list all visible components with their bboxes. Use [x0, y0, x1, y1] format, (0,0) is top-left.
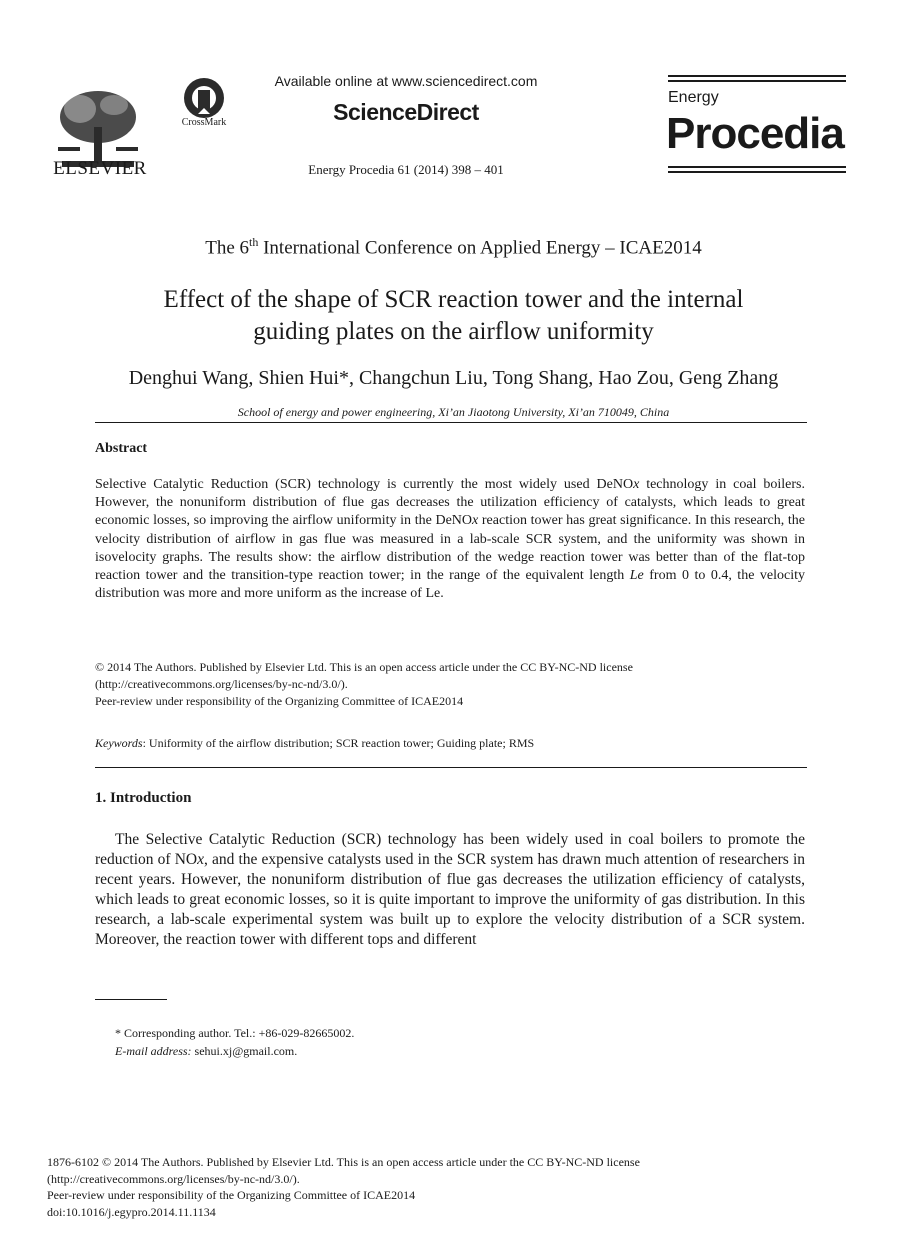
procedia-bottom-rule-2: [668, 171, 846, 173]
license-link[interactable]: (http://creativecommons.org/licenses/by-nc-nd/3.0/).: [95, 677, 348, 691]
journal-procedia-logo: Procedia: [666, 109, 844, 158]
abstract-body: Selective Catalytic Reduction (SCR) technology is currently the most widely used DeNOx technology in coal boilers. However, the nonuniform distribution of flue gas decreases the utilization efficiency of catalysts, which leads to great economic losses, so improving the airflow uniformity in the DeNOx reaction tower has great significance. In this research, the velocity distribution of airflow in gas flue was measured in a lab-scale SCR system, and the uniformity was shown in isovelocity graphs. The results show: the airflow distribution of the wedge reaction tower was better than of the flat-top reaction tower and the transition-type reaction tower; in the range of the equivalent length Le from 0 to 0.4, the velocity distribution was more and more uniform as the increase of Le.: [95, 477, 805, 602]
introduction-body: The Selective Catalytic Reduction (SCR) technology has been widely used in coal boilers to promote the reduction of NOx, and the expensive catalysts used in the SCR system has drawn much attention of researchers in recent years. However, the nonuniform distribution of flue gas decreases the utilization efficiency of catalysts, which leads to great economic losses, so it is quite important to improve the uniformity of gas distribution. In this research, a lab-scale experimental system was built up to explore the velocity distribution of a SCR system. Moreover, the reaction tower with different tops and different: [95, 831, 806, 949]
author-list: Denghui Wang, Shien Hui*, Changchun Liu, Tong Shang, Hao Zou, Geng Zhang: [128, 367, 779, 389]
keywords: Keywords: Uniformity of the airflow distribution; SCR reaction tower; Guiding plate; RMS: [95, 736, 535, 750]
page-footer: 1876-6102 © 2014 The Authors. Published by Elsevier Ltd. This is an open access article under the CC BY-NC-ND license (http://creativecommons.org/licenses/by-nc-nd/3.0/). Peer-review under responsibility of the Organizing Committee of ICAE2014 doi:10.1016/j.egypro.2014.11.1134: [47, 1154, 807, 1220]
abstract-heading: Abstract: [95, 441, 148, 456]
email-link[interactable]: sehui.xj@gmail.com.: [191, 1044, 298, 1058]
conference-name: The 6th International Conference on Applied Energy – ICAE2014: [205, 235, 702, 259]
sciencedirect-logo: ScienceDirect: [333, 99, 479, 125]
footnote: * Corresponding author. Tel.: +86-029-82665002. E-mail address: sehui.xj@gmail.com.: [115, 1026, 355, 1058]
section-heading: 1. Introduction: [95, 790, 192, 806]
procedia-bottom-rule: [668, 166, 846, 168]
available-online-text: Available online at www.sciencedirect.com: [274, 73, 538, 89]
doi: doi:10.1016/j.egypro.2014.11.1134: [47, 1204, 216, 1219]
divider: [95, 422, 807, 423]
crossmark-label: CrossMark: [181, 117, 227, 128]
divider: [95, 767, 807, 768]
paper-title: Effect of the shape of SCR reaction tower and the internal guiding plates on the airflow uniformity: [163, 286, 744, 345]
footer-license-link[interactable]: (http://creativecommons.org/licenses/by-nc-nd/3.0/).: [47, 1171, 300, 1186]
journal-reference: Energy Procedia 61 (2014) 398 – 401: [308, 162, 504, 177]
footnote-rule: [95, 999, 167, 1000]
elsevier-wordmark: ELSEVIER: [53, 158, 147, 179]
affiliation: School of energy and power engineering, Xi’an Jiaotong University, Xi’an 710049, China: [237, 405, 670, 419]
journal-energy-word: Energy: [668, 89, 719, 106]
copyright-license: © 2014 The Authors. Published by Elsevier Ltd. This is an open access article under the CC BY-NC-ND license (http://creativecommons.org/licenses/by-nc-nd/3.0/). Peer-review under responsibility of the Organizing Committee of ICAE2014: [95, 659, 805, 710]
procedia-top-rule-2: [668, 80, 846, 82]
procedia-top-rule: [668, 75, 846, 77]
